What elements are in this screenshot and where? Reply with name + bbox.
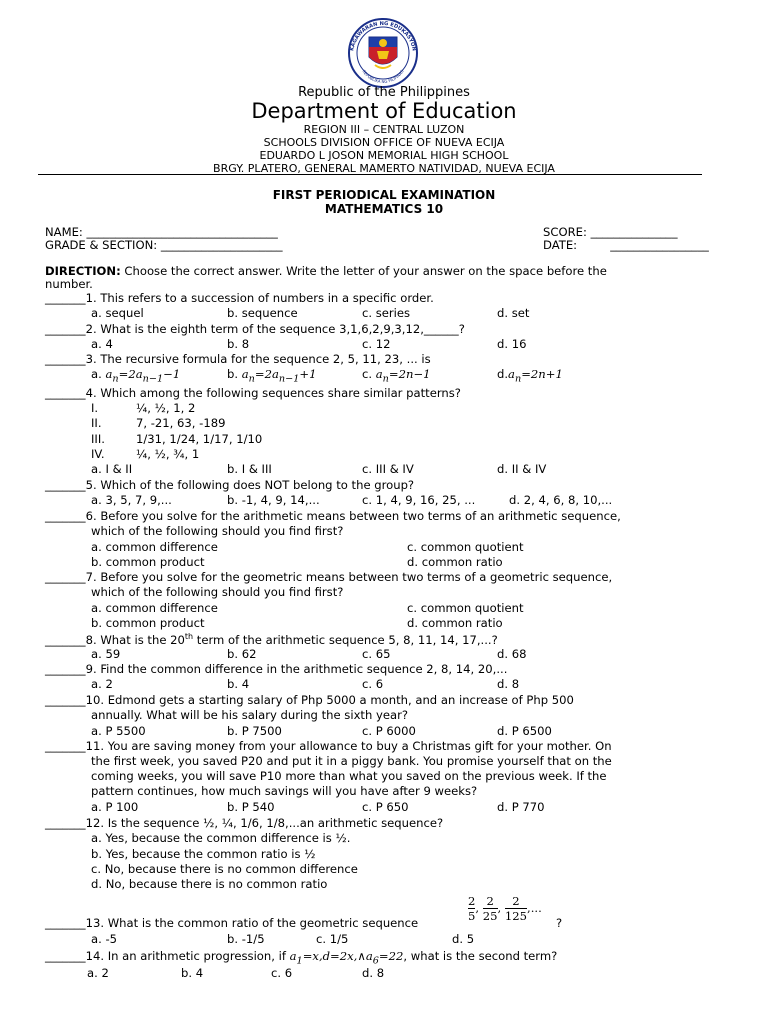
q11-choice-b: b. P 540 — [227, 800, 275, 814]
q9-choice-c: c. 6 — [362, 677, 384, 691]
republic-line: Republic of the Philippines — [298, 85, 470, 100]
question-6: _______6. Before you solve for the arithmetic means between two terms of an arithmetic sequence, — [45, 509, 621, 523]
q2-choice-d: d. 16 — [497, 337, 527, 351]
q9-choice-b: b. 4 — [227, 677, 250, 691]
exam-title: FIRST PERIODICAL EXAMINATION — [272, 188, 496, 202]
date-line[interactable]: _________________ — [610, 238, 709, 252]
direction-text: DIRECTION: Choose the correct answer. Write the letter of your answer on the space before the — [45, 264, 607, 278]
q12-choice-a: a. Yes, because the common difference is ½. — [91, 831, 351, 845]
q4-choice-a: a. I & II — [91, 462, 133, 476]
exam-subject: MATHEMATICS 10 — [324, 202, 444, 216]
q3-choice-c: c. $a_n=2n-1$ — [362, 367, 431, 385]
question-13: _______13. What is the common ratio of the geometric sequence — [45, 916, 419, 930]
grade-section-field[interactable] — [45, 238, 283, 252]
q7-choice-d: d. common ratio — [407, 616, 503, 630]
q13-choice-b: b. -1/5 — [227, 932, 265, 946]
score-line[interactable]: _______________ — [590, 225, 678, 239]
q1-choice-d: d. set — [497, 306, 530, 320]
q14-choice-a: a. 2 — [87, 966, 109, 980]
q13-question-mark: ? — [556, 916, 563, 930]
q7-choice-c: c. common quotient — [407, 601, 524, 615]
question-1: _______1. This refers to a succession of numbers in a specific order. — [45, 291, 434, 305]
q13-choice-c: c. 1/5 — [316, 932, 349, 946]
date-label: DATE: — [543, 238, 578, 252]
q9-choice-a: a. 2 — [91, 677, 113, 691]
q4-choice-c: c. III & IV — [362, 462, 414, 476]
question-7-line-2: which of the following should you find first? — [91, 585, 344, 599]
q12-choice-b: b. Yes, because the common ratio is ½ — [91, 847, 316, 861]
q4-item-ii: 7, -21, 63, -189 — [136, 416, 226, 430]
q7-choice-a: a. common difference — [91, 601, 218, 615]
grade-label: GRADE & SECTION: — [45, 238, 158, 252]
q13-choice-d: d. 5 — [452, 932, 475, 946]
q1-choice-c: c. series — [362, 306, 411, 320]
q4-item-i: ¼, ½, 1, 2 — [136, 401, 196, 415]
question-11-line-3: coming weeks, you will save P10 more than what you saved on the previous week. If the — [91, 769, 607, 783]
q6-choice-d: d. common ratio — [407, 555, 503, 569]
q8-choice-b: b. 62 — [227, 647, 257, 661]
q14-choice-d: d. 8 — [362, 966, 385, 980]
direction-label: DIRECTION: — [45, 264, 121, 278]
q4-choice-b: b. I & III — [227, 462, 272, 476]
q4-item-i-num: I. — [91, 401, 99, 415]
question-9: _______9. Find the common difference in the arithmetic sequence 2, 8, 14, 20,... — [45, 662, 508, 676]
q3-choice-a: a. $a_n=2a_{n-1}-1$ — [91, 367, 181, 385]
q1-choice-b: b. sequence — [227, 306, 298, 320]
q6-choice-b: b. common product — [91, 555, 205, 569]
q2-choice-c: c. 12 — [362, 337, 391, 351]
q14-choice-b: b. 4 — [181, 966, 204, 980]
q8-choice-a: a. 59 — [91, 647, 121, 661]
q13-sequence-fractions: $\frac{2}{5}$ , $\frac{2}{25}$ , $\frac{2}{125}$ ,... — [468, 894, 542, 923]
q8-choice-d: d. 68 — [497, 647, 527, 661]
question-14: _______14. In an arithmetic progression, if $a_1=x,d=2x,\wedge a_6=22$, what is the second term? — [45, 949, 558, 967]
division-line: SCHOOLS DIVISION OFFICE OF NUEVA ECIJA — [263, 136, 505, 149]
score-field[interactable] — [543, 225, 678, 239]
name-field[interactable] — [45, 225, 278, 239]
q5-choice-a: a. 3, 5, 7, 9,... — [91, 493, 172, 507]
q11-choice-c: c. P 650 — [362, 800, 409, 814]
question-11-line-2: the first week, you saved P20 and put it in a piggy bank. You promise yourself that on the — [91, 754, 612, 768]
q1-choice-a: a. sequel — [91, 306, 144, 320]
q14-choice-c: c. 6 — [271, 966, 293, 980]
q2-choice-a: a. 4 — [91, 337, 113, 351]
score-label: SCORE: — [543, 225, 587, 239]
region-line: REGION III – CENTRAL LUZON — [303, 123, 465, 136]
name-line[interactable]: _________________________________ — [86, 225, 278, 239]
q10-choice-c: c. P 6000 — [362, 724, 416, 738]
question-11-line-4: pattern continues, how much savings will you have after 9 weeks? — [91, 784, 478, 798]
q6-choice-c: c. common quotient — [407, 540, 524, 554]
question-7: _______7. Before you solve for the geometric means between two terms of a geometric sequence, — [45, 570, 613, 584]
q9-choice-d: d. 8 — [497, 677, 520, 691]
q5-choice-d: d. 2, 4, 6, 8, 10,... — [509, 493, 613, 507]
q3-choice-b: b. $a_n=2a_{n-1}+1$ — [227, 367, 317, 385]
address-line: BRGY. PLATERO, GENERAL MAMERTO NATIVIDAD, NUEVA ECIJA — [213, 162, 555, 175]
q4-item-iv: ¼, ½, ¾, 1 — [136, 447, 200, 461]
question-4: _______4. Which among the following sequences share similar patterns? — [45, 386, 461, 400]
question-10-line-2: annually. What will be his salary during the sixth year? — [91, 708, 409, 722]
q10-choice-d: d. P 6500 — [497, 724, 552, 738]
q5-choice-c: c. 1, 4, 9, 16, 25, ... — [362, 493, 476, 507]
question-8: _______8. What is the 20th term of the arithmetic sequence 5, 8, 11, 14, 17,...? — [45, 632, 498, 647]
q4-item-iii: 1/31, 1/24, 1/17, 1/10 — [136, 432, 263, 446]
question-3: _______3. The recursive formula for the sequence 2, 5, 11, 23, ... is — [45, 352, 431, 366]
q6-choice-a: a. common difference — [91, 540, 218, 554]
q4-item-ii-num: II. — [91, 416, 102, 430]
school-line: EDUARDO L JOSON MEMORIAL HIGH SCHOOL — [259, 149, 509, 162]
q4-choice-d: d. II & IV — [497, 462, 547, 476]
q10-choice-b: b. P 7500 — [227, 724, 282, 738]
q11-choice-d: d. P 770 — [497, 800, 545, 814]
header-divider — [38, 174, 702, 175]
q11-choice-a: a. P 100 — [91, 800, 139, 814]
grade-line[interactable]: _____________________ — [160, 238, 283, 252]
q4-item-iv-num: IV. — [91, 447, 105, 461]
question-11: _______11. You are saving money from your allowance to buy a Christmas gift for your mother. On — [45, 739, 612, 753]
q5-choice-b: b. -1, 4, 9, 14,... — [227, 493, 320, 507]
q13-choice-a: a. -5 — [91, 932, 118, 946]
department-title: Department of Education — [251, 99, 517, 123]
svg-text:REPUBLIKA NG PILIPINAS: REPUBLIKA NG PILIPINAS — [361, 68, 405, 85]
q3-choice-d: $d.a_n=2n+1$ — [497, 367, 563, 385]
q7-choice-b: b. common product — [91, 616, 205, 630]
q10-choice-a: a. P 5500 — [91, 724, 146, 738]
q12-choice-c: c. No, because there is no common difference — [91, 862, 358, 876]
q2-choice-b: b. 8 — [227, 337, 250, 351]
svg-text:KAGAWARAN NG EDUKASYON: KAGAWARAN NG EDUKASYON — [349, 20, 417, 52]
direction-text-2: number. — [45, 277, 93, 291]
deped-seal-logo — [339, 17, 427, 89]
question-10: _______10. Edmond gets a starting salary of Php 5000 a month, and an increase of Php 500 — [45, 693, 574, 707]
q4-item-iii-num: III. — [91, 432, 105, 446]
question-12: _______12. Is the sequence ½, ¼, 1/6, 1/8,...an arithmetic sequence? — [45, 816, 444, 830]
question-5: _______5. Which of the following does NOT belong to the group? — [45, 478, 415, 492]
q8-choice-c: c. 65 — [362, 647, 391, 661]
name-label: NAME: — [45, 225, 83, 239]
question-6-line-2: which of the following should you find first? — [91, 524, 344, 538]
q12-choice-d: d. No, because there is no common ratio — [91, 877, 328, 891]
date-field[interactable] — [543, 238, 709, 252]
question-2: _______2. What is the eighth term of the sequence 3,1,6,2,9,3,12,______? — [45, 322, 465, 336]
